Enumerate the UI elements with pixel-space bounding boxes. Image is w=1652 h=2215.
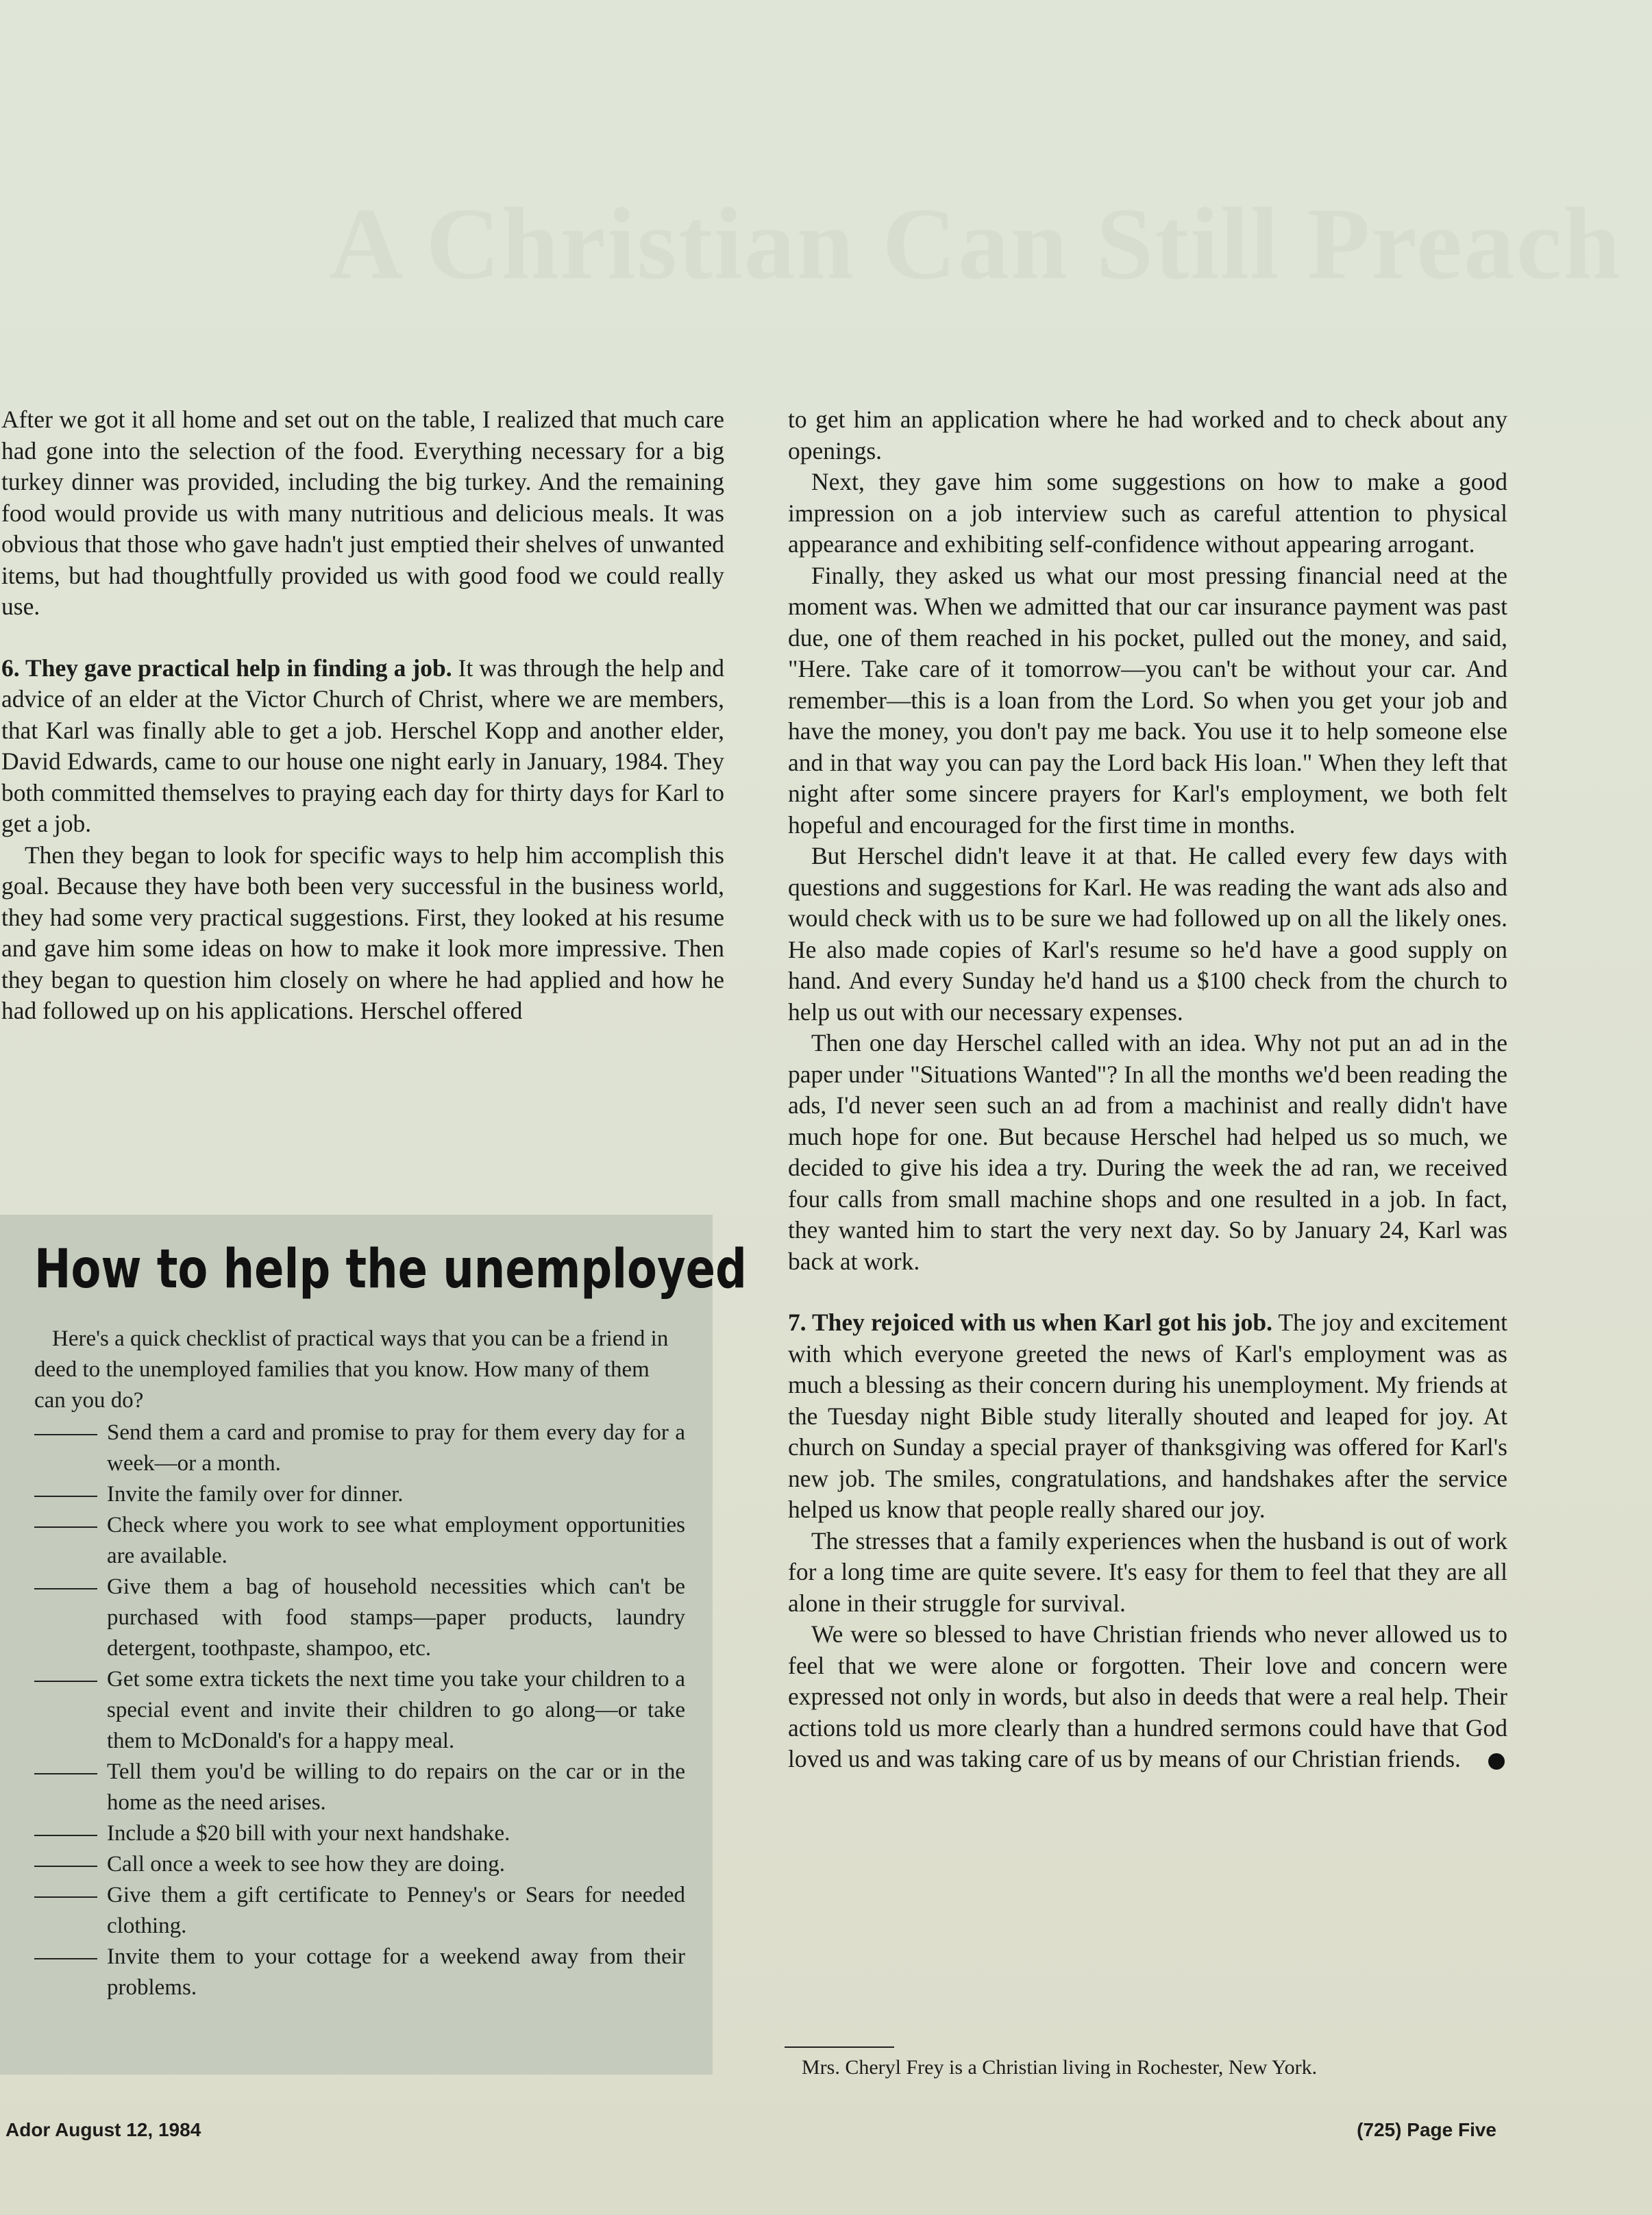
footer-date: Ador August 12, 1984 — [5, 2119, 201, 2140]
faded-headline-show-through: A Christian Can Still Preach — [329, 187, 1622, 301]
checkbox-blank-line — [34, 1681, 97, 1682]
footnote-rule — [785, 2046, 894, 2048]
paragraph-text: We were so blessed to have Christian friends who never allowed us to feel that we were alone or forgotten. Their love and concern were expressed not only in words, but also in deeds that were a real help. Their actions told us more clearly than a hundred sermons could have that God loved us and was taking care of us by means of our Christian friends. — [788, 1620, 1507, 1772]
sidebar-intro: Here's a quick checklist of practical ways that you can be a friend in deed to the unemployed families that you know. How many of them can you do? — [34, 1326, 669, 1413]
checkbox-blank-line — [34, 1958, 97, 1959]
paragraph: But Herschel didn't leave it at that. He called every few days with questions and suggestions for Karl. He was reading the want ads also and would check with us to be sure we had followed up on all the likely ones. He also made copies of Karl's resume so he'd have a good supply on hand. And every Sunday he'd hand us a $100 check from the church to help us out with our necessary expenses. — [788, 842, 1507, 1026]
paragraph: Next, they gave him some suggestions on how to make a good impression on a job interview such as careful attention to physical appearance and exhibiting self-confidence without appearing arrogant. — [788, 468, 1507, 558]
checklist-item: Tell them you'd be willing to do repairs on the car or in the home as the need arises. — [34, 1757, 685, 1818]
checklist-item: Send them a card and promise to pray for them every day for a week—or a month. — [34, 1418, 685, 1479]
checklist-item: Invite the family over for dinner. — [34, 1479, 685, 1510]
paragraph: After we got it all home and set out on the table, I realized that much care had gone into the selection of the food. Everything necessary for a big turkey dinner was provided, including the big turkey. And the remaining food would provide us with many nutritious and delicious meals. It was obvious that those who gave hadn't just emptied their shelves of unwanted items, but had thoughtfully provided us with good food we could really use. — [1, 406, 724, 620]
paragraph-text: It was through the help and advice of an elder at the Victor Church of Christ, where we are members, that Karl was finally able to get a job. Herschel Kopp and another elder, David Edwards, came to our house one night early in January, 1984. They both committed themselves to praying each day for thirty days for Karl to get a job. — [1, 654, 724, 837]
paragraph: Finally, they asked us what our most pressing financial need at the moment was. When we admitted that our car insurance payment was past due, one of them reached in his pocket, pulled out the money, and said, "Here. Take care of it tomorrow—you can't be without your car. And remember—this is a loan from the Lord. So when you get your job and have the money, you don't pay me back. You use it to help someone else and in that way you can pay the Lord back His loan." When they left that night after some sincere prayers for Karl's employment, we both felt hopeful and encouraged for the first time in months. — [788, 561, 1507, 839]
author-footnote: Mrs. Cheryl Frey is a Christian living in Rochester, New York. — [802, 2056, 1318, 2079]
paragraph: The stresses that a family experiences when the husband is out of work for a long time are quite severe. It's easy for them to feel that they are all alone in their struggle for survival. — [788, 1526, 1507, 1617]
checklist-item: Give them a bag of household necessities which can't be purchased with food stamps—paper products, laundry detergent, toothpaste, shampoo, etc. — [34, 1572, 685, 1664]
right-text-column — [788, 404, 1507, 1775]
checklist-item: Get some extra tickets the next time you take your children to a special event and invite their children to go along—or take them to McDonald's for a happy meal. — [34, 1664, 685, 1757]
checkbox-blank-line — [34, 1496, 97, 1497]
paragraph: to get him an application where he had worked and to check about any openings. — [788, 406, 1507, 465]
paragraph — [1, 653, 724, 840]
sidebar-box — [0, 1215, 747, 2075]
checkbox-blank-line — [34, 1526, 97, 1528]
sidebar-title: How to help the unemployed — [34, 1239, 747, 1300]
checklist-item: Include a $20 bill with your next handshake. — [34, 1818, 685, 1849]
checklist-item: Call once a week to see how they are doing. — [34, 1849, 685, 1880]
paragraph-text: The joy and excitement with which everyone greeted the news of Karl's employment was as much a blessing as their concern during his unemployment. My friends at the Tuesday night Bible study literally shouted and leaped for joy. At church on Sunday a special prayer of thanksgiving was offered for Karl's new job. The smiles, congratulations, and handshakes after the service helped us know that people really shared our joy. — [788, 1309, 1507, 1523]
section-lead: 6. They gave practical help in finding a job. — [1, 654, 452, 682]
paragraph — [788, 1307, 1507, 1526]
checkbox-blank-line — [34, 1866, 97, 1867]
footer-page-number: (725) Page Five — [1357, 2119, 1496, 2140]
paragraph — [788, 1619, 1507, 1775]
checklist-item: Check where you work to see what employment opportunities are available. — [34, 1510, 685, 1572]
left-text-column — [1, 404, 724, 1027]
checklist-item: Invite them to your cottage for a weekend away from their problems. — [34, 1942, 685, 2003]
checklist-item: Give them a gift certificate to Penney's or Sears for needed clothing. — [34, 1880, 685, 1942]
checkbox-blank-line — [34, 1588, 97, 1589]
paragraph: Then they began to look for specific ways to help him accomplish this goal. Because they have both been very successful in the business world, they had some very practical suggestions. First, they looked at his resume and gave him some ideas on how to make it look more impressive. Then they began to question him closely on where he had applied and how he had followed up on his applications. Herschel offered — [1, 841, 724, 1024]
checkbox-blank-line — [34, 1896, 97, 1898]
checkbox-blank-line — [34, 1434, 97, 1435]
paragraph: Then one day Herschel called with an idea. Why not put an ad in the paper under "Situations Wanted"? In all the months we'd been reading the ads, I'd never seen such an ad from a machinist and really didn't have much hope for one. But because Herschel had helped us so much, we decided to give his idea a try. During the week the ad ran, we received four calls from small machine shops and one resulted in a job. In fact, they wanted him to start the very next day. So by January 24, Karl was back at work. — [788, 1029, 1507, 1275]
end-mark-bullet-icon — [1488, 1753, 1505, 1770]
checkbox-blank-line — [34, 1773, 97, 1774]
checklist — [34, 1418, 685, 2003]
section-lead: 7. They rejoiced with us when Karl got his job. — [788, 1309, 1273, 1336]
checkbox-blank-line — [34, 1835, 97, 1836]
